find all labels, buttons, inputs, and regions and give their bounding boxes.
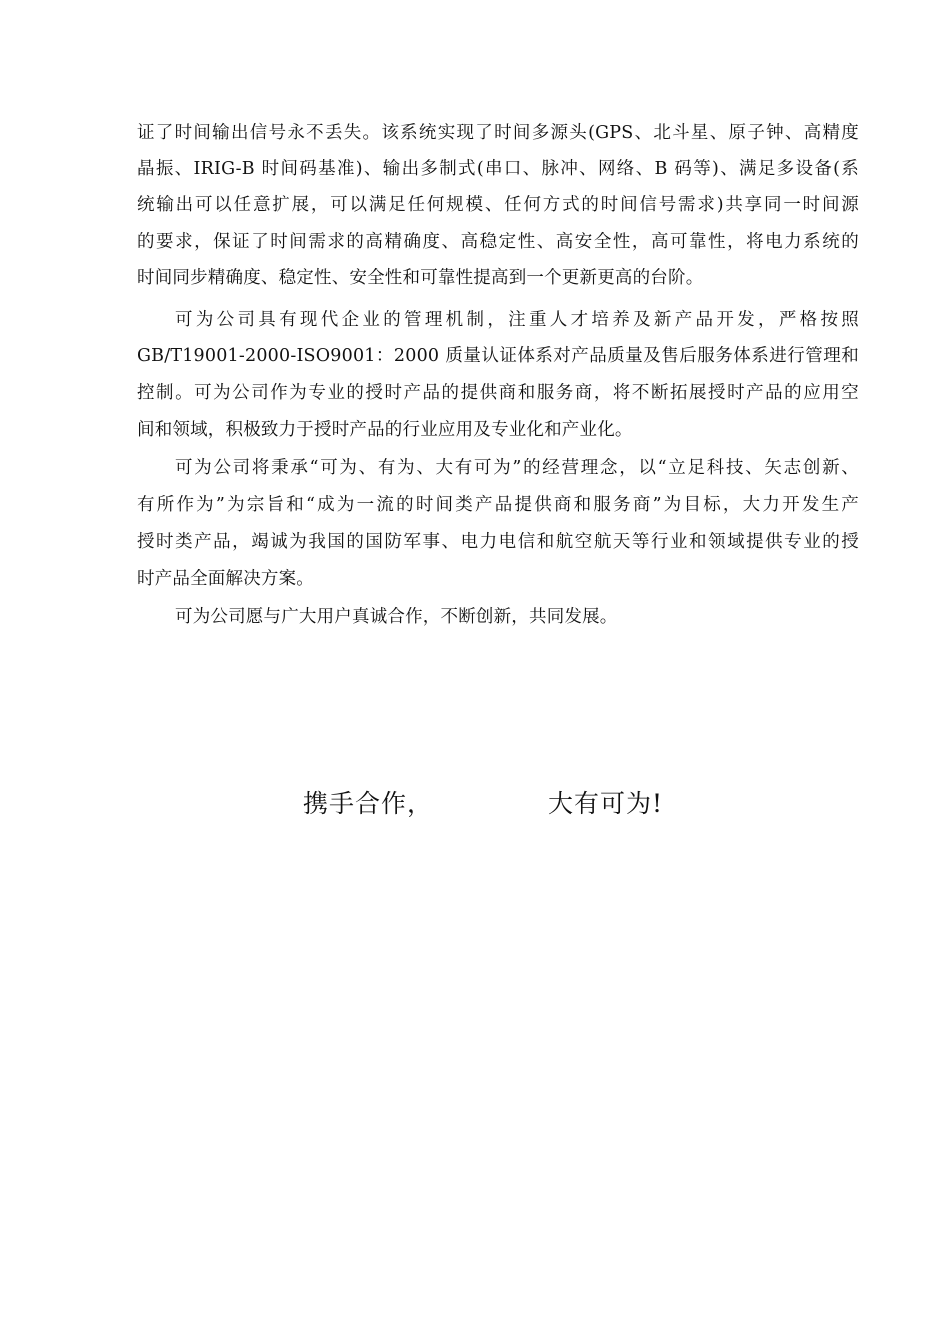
paragraph-line: 控制。可为公司作为专业的授时产品的提供商和服务商，将不断拓展授时产品的应用空 [137,383,859,403]
paragraph-line: 可为公司将秉承“可为、有为、大有可为”的经营理念，以“立足科技、矢志创新、 [175,458,859,478]
paragraph-line: 可为公司愿与广大用户真诚合作，不断创新，共同发展。 [175,607,618,627]
slogan-left: 携手合作， [303,789,434,818]
paragraph-line: 证了时间输出信号永不丢失。该系统实现了时间多源头(GPS、北斗星、原子钟、高精度 [137,123,859,143]
paragraph-line: 的要求，保证了时间需求的高精确度、高稳定性、高安全性，高可靠性，将电力系统的 [137,232,859,252]
paragraph-line: 时产品全面解决方案。 [137,569,314,589]
paragraph-line: GB/T19001-2000-ISO9001：2000 质量认证体系对产品质量及售后服务体系进行管理和 [137,346,859,366]
paragraph-line: 间和领域，积极致力于授时产品的行业应用及专业化和产业化。 [137,420,633,440]
paragraph-line: 有所作为”为宗旨和“成为一流的时间类产品提供商和服务商”为目标，大力开发生产 [137,495,859,515]
paragraph-line: 晶振、IRIG-B 时间码基准)、输出多制式(串口、脉冲、网络、B 码等)、满足多设备(系 [137,159,859,179]
slogan-right: 大有可为! [548,789,664,818]
paragraph-line: 时间同步精确度、稳定性、安全性和可靠性提高到一个更新更高的台阶。 [137,268,704,288]
paragraph-line: 授时类产品，竭诚为我国的国防军事、电力电信和航空航天等行业和领域提供专业的授 [137,532,859,552]
paragraph-line: 可为公司具有现代企业的管理机制，注重人才培养及新产品开发，严格按照 [175,310,859,330]
paragraph-line: 统输出可以任意扩展，可以满足任何规模、任何方式的时间信号需求)共享同一时间源 [137,195,859,215]
